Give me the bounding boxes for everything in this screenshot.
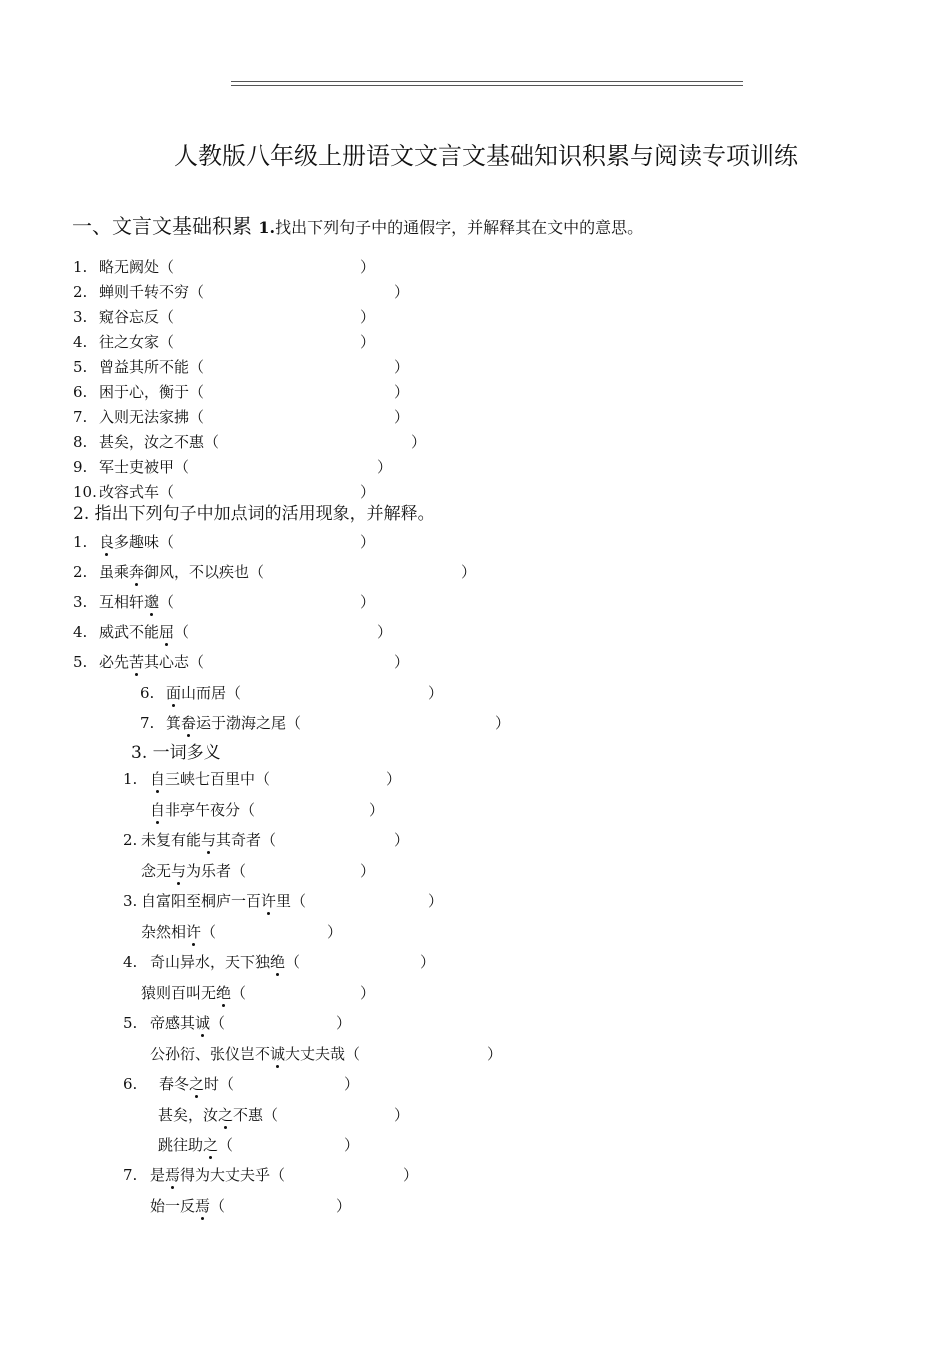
list-item: [73, 408, 410, 426]
item-text-post: 里（: [276, 892, 307, 910]
item-text-pre: 未复有能: [141, 831, 202, 849]
list-item: [158, 1106, 410, 1124]
section2-heading: 2. 指出下列句子中加点词的活用现象，并解释。: [73, 504, 435, 524]
item-number: 3.: [73, 593, 88, 611]
item-number: 6.: [123, 1075, 138, 1093]
item-text: 甚矣，汝之不惠（: [99, 433, 220, 451]
item-text-pre: 帝感其: [150, 1014, 196, 1032]
item-text: 曾益其所不能（: [99, 358, 205, 376]
dotted-word: 畚: [181, 714, 197, 732]
list-item: [123, 892, 444, 910]
item-text-post: （: [210, 1014, 226, 1032]
item-number: 3.: [73, 308, 88, 326]
list-item: [150, 1045, 503, 1063]
close-paren: ）: [360, 593, 376, 611]
list-item: [123, 831, 410, 849]
close-paren: ）: [360, 333, 376, 351]
list-item: [73, 258, 376, 276]
close-paren: ）: [369, 801, 385, 819]
list-item: [73, 308, 376, 326]
item-number: 5.: [123, 1014, 138, 1032]
dotted-word: 之: [189, 1075, 205, 1093]
dotted-word: 面: [166, 684, 182, 702]
list-item: [73, 653, 410, 671]
item-number: 4.: [123, 953, 138, 971]
list-item: [73, 623, 393, 641]
list-item: [73, 483, 376, 501]
dotted-word: 绝: [216, 984, 232, 1002]
item-text-post: （: [231, 984, 247, 1002]
close-paren: ）: [360, 258, 376, 276]
item-text-post: 非亭午夜分（: [165, 801, 256, 819]
item-text: 窥谷忘反（: [99, 308, 175, 326]
instruction-text: 找出下列句子中的通假字，并解释其在文中的意思。: [275, 218, 644, 237]
item-number: 2.: [73, 563, 88, 581]
list-item: [73, 283, 410, 301]
close-paren: ）: [386, 770, 402, 788]
item-text-post: （: [210, 1197, 226, 1215]
item-text-post: 运于渤海之尾（: [196, 714, 302, 732]
item-number: 7.: [140, 714, 155, 732]
dotted-word: 许: [186, 923, 202, 941]
dotted-word: 与: [201, 831, 217, 849]
close-paren: ）: [336, 1197, 352, 1215]
item-text-pre: 虽乘: [99, 563, 130, 581]
close-paren: ）: [394, 358, 410, 376]
item-text-pre: 猿则百叫无: [141, 984, 217, 1002]
item-text-post: （: [159, 593, 175, 611]
dotted-word: 绝: [270, 953, 286, 971]
item-number: 4.: [73, 623, 88, 641]
list-item: [140, 684, 444, 702]
item-text-pre: 箕: [166, 714, 182, 732]
item-number: 6.: [140, 684, 155, 702]
close-paren: ）: [360, 533, 376, 551]
item-text: 改容式车（: [99, 483, 175, 501]
close-paren: ）: [360, 483, 376, 501]
item-text-post: 其心志（: [144, 653, 205, 671]
item-number: 7.: [73, 408, 88, 426]
item-number: 3.: [123, 892, 138, 910]
list-item: [141, 923, 343, 941]
item-text-pre: 必先: [99, 653, 130, 671]
list-item: [140, 714, 511, 732]
close-paren: ）: [360, 308, 376, 326]
item-text-pre: 公孙衍、张仪岂不: [150, 1045, 271, 1063]
close-paren: ）: [411, 433, 427, 451]
close-paren: ）: [344, 1136, 360, 1154]
dotted-word: 焉: [195, 1197, 211, 1215]
close-paren: ）: [344, 1075, 360, 1093]
item-text-pre: 念无: [141, 862, 172, 880]
section1-heading: 一、文言文基础积累: [72, 214, 252, 238]
item-text-post: （: [218, 1136, 234, 1154]
item-text: 往之女家（: [99, 333, 175, 351]
close-paren: ）: [394, 283, 410, 301]
list-item: [123, 1014, 352, 1032]
list-item: [150, 1197, 352, 1215]
list-item: [73, 358, 410, 376]
dotted-word: 许: [261, 892, 277, 910]
close-paren: ）: [495, 714, 511, 732]
item-text-post: 得为大丈夫乎（: [180, 1166, 286, 1184]
item-number: 1.: [123, 770, 138, 788]
item-number: 1.: [73, 258, 88, 276]
item-text-pre: 奇山异水，天下独: [150, 953, 271, 971]
close-paren: ）: [420, 953, 436, 971]
dotted-word: 奔: [129, 563, 145, 581]
item-text-post: 多趣味（: [114, 533, 175, 551]
page-title: 人教版八年级上册语文文言文基础知识积累与阅读专项训练: [174, 142, 798, 170]
item-number: 2.: [73, 283, 88, 301]
item-number: 4.: [73, 333, 88, 351]
item-text: 军士吏被甲（: [99, 458, 190, 476]
item-number: 6.: [73, 383, 88, 401]
close-paren: ）: [403, 1166, 419, 1184]
item-text-post: 御风，不以疾也（: [144, 563, 265, 581]
close-paren: ）: [461, 563, 477, 581]
item-text-post: 山而居（: [181, 684, 242, 702]
list-item: [158, 1136, 360, 1154]
item-text-post: （: [285, 953, 301, 971]
item-number: 9.: [73, 458, 88, 476]
close-paren: ）: [377, 458, 393, 476]
item-number: 10.: [73, 483, 97, 501]
close-paren: ）: [394, 1106, 410, 1124]
item-text-post: （: [201, 923, 217, 941]
close-paren: ）: [487, 1045, 503, 1063]
list-item: [73, 458, 393, 476]
item-text: 略无阙处（: [99, 258, 175, 276]
item-number: 8.: [73, 433, 88, 451]
list-item: [150, 801, 385, 819]
item-text-post: 为乐者（: [186, 862, 247, 880]
item-text-post: 大丈夫哉（: [285, 1045, 361, 1063]
item-number: 1.: [73, 533, 88, 551]
close-paren: ）: [377, 623, 393, 641]
dotted-word: 良: [99, 533, 115, 551]
dotted-word: 诚: [195, 1014, 211, 1032]
dotted-word: 自: [150, 801, 166, 819]
dotted-word: 之: [218, 1106, 234, 1124]
list-item: [123, 953, 436, 971]
dotted-word: 与: [171, 862, 187, 880]
item-text-pre: 互相轩: [99, 593, 145, 611]
list-item: [123, 770, 402, 788]
list-item: [73, 563, 477, 581]
item-text-pre: 是: [150, 1166, 166, 1184]
item-text-post: 不惠（: [233, 1106, 279, 1124]
header-rule: [231, 81, 743, 86]
section3-heading: 3. 一词多义: [131, 743, 221, 763]
item-text-pre: 春冬: [159, 1075, 190, 1093]
list-item: [123, 1075, 360, 1093]
instruction-number: 1.: [258, 218, 276, 237]
item-number: 5.: [73, 653, 88, 671]
list-item: [73, 433, 427, 451]
dotted-word: 焉: [165, 1166, 181, 1184]
item-number: 7.: [123, 1166, 138, 1184]
item-text-pre: 甚矣，汝: [158, 1106, 219, 1124]
item-text-post: 时（: [204, 1075, 235, 1093]
item-text: 入则无法家拂（: [99, 408, 205, 426]
close-paren: ）: [360, 984, 376, 1002]
dotted-word: 自: [150, 770, 166, 788]
close-paren: ）: [336, 1014, 352, 1032]
dotted-word: 屈: [159, 623, 175, 641]
close-paren: ）: [360, 862, 376, 880]
list-item: [141, 984, 376, 1002]
item-number: 2.: [123, 831, 138, 849]
close-paren: ）: [394, 653, 410, 671]
item-text-pre: 始一反: [150, 1197, 196, 1215]
list-item: [73, 333, 376, 351]
dotted-word: 邈: [144, 593, 160, 611]
dotted-word: 苦: [129, 653, 145, 671]
item-text-post: 三峡七百里中（: [165, 770, 271, 788]
item-text-pre: 威武不能: [99, 623, 160, 641]
dotted-word: 诚: [270, 1045, 286, 1063]
item-text-pre: 杂然相: [141, 923, 187, 941]
item-number: 5.: [73, 358, 88, 376]
close-paren: ）: [394, 408, 410, 426]
list-item: [73, 533, 376, 551]
section1-heading-line: [72, 214, 643, 240]
list-item: [73, 593, 376, 611]
item-text: 困于心，衡于（: [99, 383, 205, 401]
item-text-post: 其奇者（: [216, 831, 277, 849]
close-paren: ）: [394, 383, 410, 401]
item-text-pre: 跳往助: [158, 1136, 204, 1154]
close-paren: ）: [428, 684, 444, 702]
section1-instruction: [258, 218, 643, 237]
item-text: 蝉则千转不穷（: [99, 283, 205, 301]
close-paren: ）: [428, 892, 444, 910]
close-paren: ）: [394, 831, 410, 849]
item-text-post: （: [174, 623, 190, 641]
list-item: [73, 383, 410, 401]
list-item: [123, 1166, 419, 1184]
close-paren: ）: [327, 923, 343, 941]
list-item: [141, 862, 376, 880]
item-text-pre: 自富阳至桐庐一百: [141, 892, 262, 910]
dotted-word: 之: [203, 1136, 219, 1154]
